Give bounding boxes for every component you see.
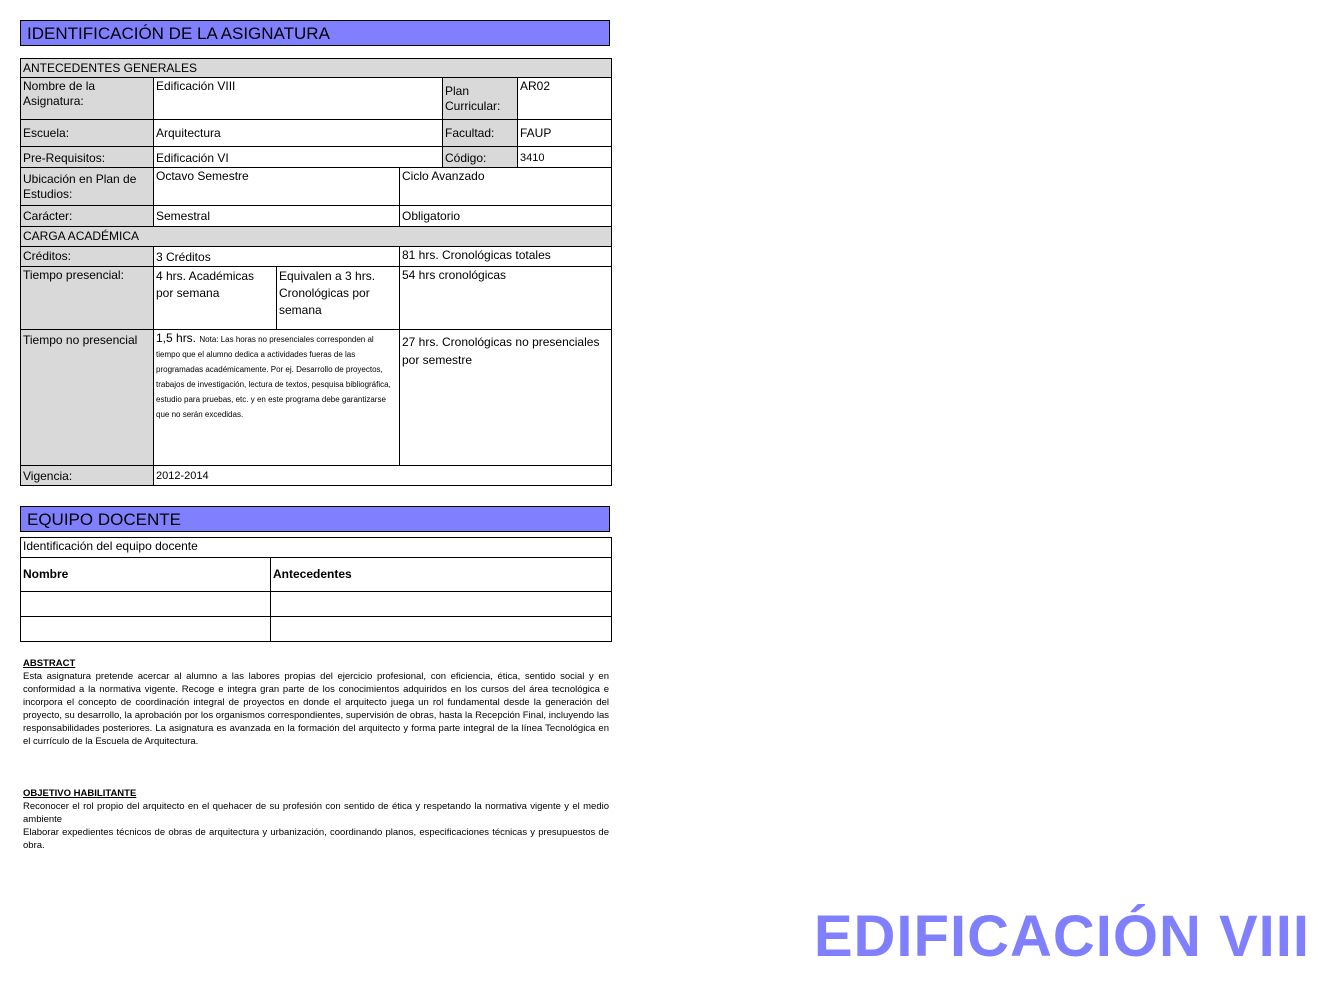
identificacion-table: [20, 58, 612, 486]
prereq-label: Pre-Requisitos:: [21, 147, 154, 168]
no-presencial-label: Tiempo no presencial: [21, 330, 154, 466]
presencial-value: 4 hrs. Académicas por semana: [154, 267, 277, 330]
section-header-equipo: EQUIPO DOCENTE: [20, 506, 610, 532]
equipo-antecedentes-cell[interactable]: [271, 617, 612, 642]
col-antecedentes-header: Antecedentes: [271, 558, 612, 592]
objetivo-block: [23, 787, 609, 852]
escuela-value: Arquitectura: [154, 120, 443, 147]
plan-label: Plan Curricular:: [443, 78, 518, 120]
section-header-identificacion: IDENTIFICACIÓN DE LA ASIGNATURA: [20, 20, 610, 46]
presencial-cron: 54 hrs cronológicas: [400, 267, 612, 330]
antecedentes-section-title: ANTECEDENTES GENERALES: [21, 59, 612, 78]
ubicacion-label: Ubicación en Plan de Estudios:: [21, 168, 154, 206]
prereq-value: Edificación VI: [154, 147, 443, 168]
equipo-nombre-cell[interactable]: [21, 617, 271, 642]
plan-value: AR02: [518, 78, 612, 120]
facultad-value: FAUP: [518, 120, 612, 147]
objetivo-title: OBJETIVO HABILITANTE: [23, 788, 137, 799]
equipo-antecedentes-cell[interactable]: [271, 592, 612, 617]
presencial-equiv: Equivalen a 3 hrs. Cronológicas por semana: [277, 267, 400, 330]
abstract-title: ABSTRACT: [23, 658, 76, 669]
vigencia-value: 2012-2014: [154, 466, 612, 486]
no-presencial-cell: [154, 330, 400, 466]
ciclo-value: Ciclo Avanzado: [400, 168, 612, 206]
creditos-label: Créditos:: [21, 247, 154, 267]
no-presencial-cron: 27 hrs. Cronológicas no presenciales por semestre: [400, 330, 612, 466]
course-title: EDIFICACIÓN VIII: [813, 904, 1310, 969]
equipo-table: [20, 537, 612, 642]
creditos-value: 3 Créditos: [154, 247, 400, 267]
caracter-label: Carácter:: [21, 206, 154, 227]
abstract-block: [23, 657, 609, 748]
obligatorio-value: Obligatorio: [400, 206, 612, 227]
vigencia-label: Vigencia:: [21, 466, 154, 486]
objetivo-line-2: Elaborar expedientes técnicos de obras de arquitectura y urbanización, coordinando planos, especificaciones técnicas y presupuestos de obra.: [23, 827, 609, 851]
presencial-label: Tiempo presencial:: [21, 267, 154, 330]
col-nombre-header: Nombre: [21, 558, 271, 592]
objetivo-line-1: Reconocer el rol propio del arquitecto en el quehacer de su profesión con sentido de ética y respetando la normativa vigente y el medio ambiente: [23, 801, 609, 825]
escuela-label: Escuela:: [21, 120, 154, 147]
carga-section-title: CARGA ACADÉMICA: [21, 227, 612, 247]
nombre-value: Edificación VIII: [154, 78, 443, 120]
equipo-caption: Identificación del equipo docente: [21, 538, 612, 558]
nombre-label: Nombre de la Asignatura:: [21, 78, 154, 120]
codigo-value: 3410: [518, 147, 612, 168]
no-presencial-note: Nota: Las horas no presenciales corresponden al tiempo que el alumno dedica a actividades fueras de las programadas académicamente. Por ej. Desarrollo de proyectos, trabajos de investigación, lectura de textos, pesquisa bibliográfica, estudio para pruebas, etc. y en este programa debe garantizarse que no serán excedidas.: [156, 335, 391, 419]
equipo-nombre-cell[interactable]: [21, 592, 271, 617]
no-presencial-value: 1,5 hrs.: [156, 331, 197, 345]
abstract-body: Esta asignatura pretende acercar al alumno a las labores propias del ejercicio profesional, con eficiencia, ética, sentido social y en conformidad a la normativa vigente. Recoge e integra gran parte de los conocimientos adquiridos en los cursos del área tecnológica e incorpora el concepto de coordinación integral de proyectos en donde el arquitecto juega un rol fundamental desde la generación del proyecto, su desarrollo, la aprobación por los organismos correspondientes, supervisión de obras, hasta la Recepción Final, incluyendo las responsabilidades posteriores. La asignatura es avanzada en la formación del arquitecto y forma parte integral de la línea Tecnológica en el currículo de la Escuela de Arquitectura.: [23, 671, 609, 747]
codigo-label: Código:: [443, 147, 518, 168]
facultad-label: Facultad:: [443, 120, 518, 147]
caracter-value: Semestral: [154, 206, 400, 227]
creditos-total: 81 hrs. Cronológicas totales: [400, 247, 612, 267]
ubicacion-value: Octavo Semestre: [154, 168, 400, 206]
